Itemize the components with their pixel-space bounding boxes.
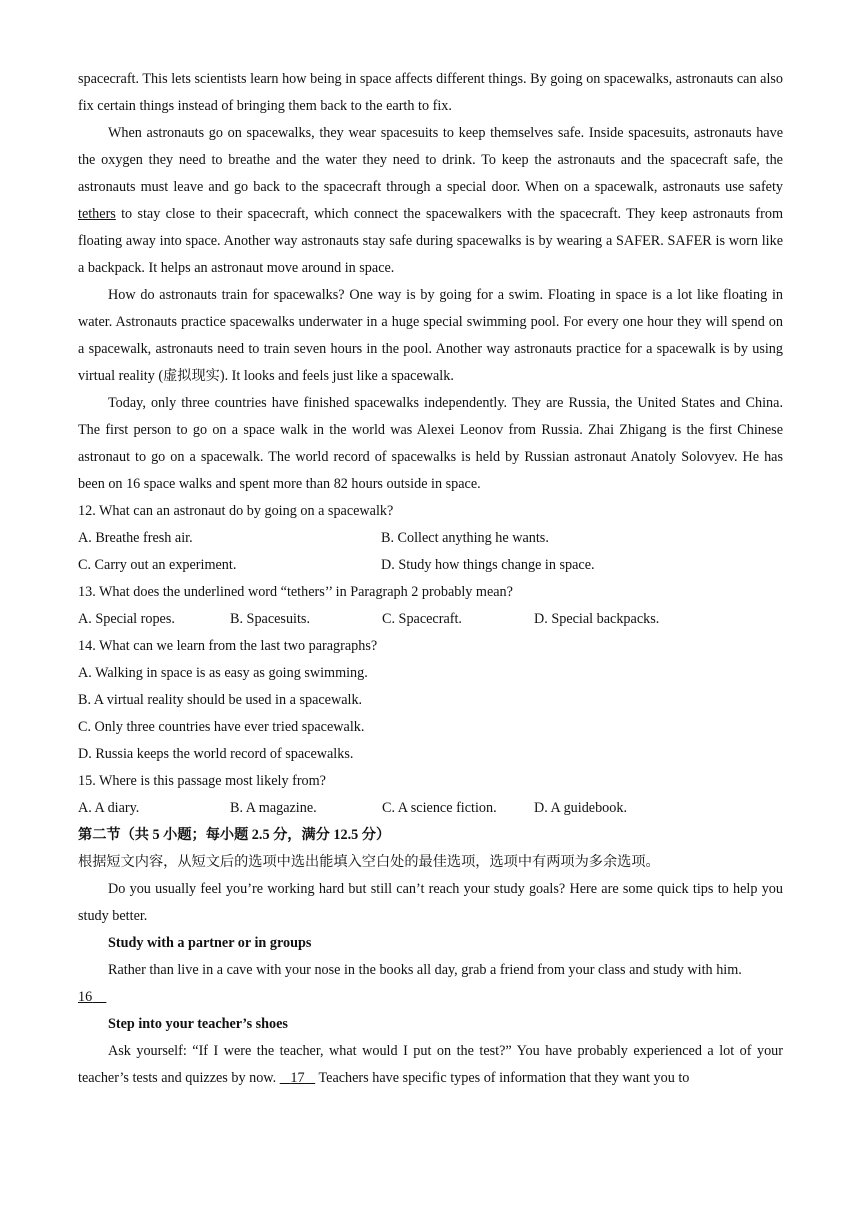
section-2-text-1: Rather than live in a cave with your nose in the books all day, grab a friend from your class and study with him. <box>108 962 742 978</box>
paragraph-3: How do astronauts train for spacewalks? One way is by going for a swim. Floating in space is a lot like floating in water. Astronauts practice spacewalks underwater in a huge special swimming pool. For every one hour they will spend on a spacewalk, astronauts need to train seven hours in the pool. Another way astronauts practice for a spacewalk is by using virtual reality (虚拟现实). It looks and feels just like a spacewalk. <box>78 287 783 384</box>
question-14-option-d: D. Russia keeps the world record of spacewalks. <box>78 746 354 762</box>
paragraph-2 <box>78 120 783 282</box>
question-12-options-row-2 <box>78 552 783 579</box>
question-13-options <box>78 606 783 633</box>
section-2-title: 第二节（共 5 小题；每小题 2.5 分，满分 12.5 分） <box>78 827 391 843</box>
question-15-option-d: D. A guidebook. <box>534 800 628 816</box>
question-13-option-a: A. Special ropes. <box>78 611 175 627</box>
question-13-option-b: B. Spacesuits. <box>230 611 310 627</box>
question-13-stem: 13. What does the underlined word “tethers’’ in Paragraph 2 probably mean? <box>78 584 513 600</box>
question-15-option-b: B. A magazine. <box>230 800 317 816</box>
blank-16: 16 <box>78 989 93 1005</box>
blank-16-line <box>78 984 783 1011</box>
question-12-option-b: B. Collect anything he wants. <box>381 530 549 546</box>
section-2-instruction: 根据短文内容，从短文后的选项中选出能填入空白处的最佳选项，选项中有两项为多余选项。 <box>78 854 660 870</box>
question-15-option-c: C. A science fiction. <box>382 800 497 816</box>
section-2-text-2 <box>78 1038 783 1092</box>
paragraph-4: Today, only three countries have finished spacewalks independently. They are Russia, the United States and China. The first person to go on a space walk in the world was Alexei Leonov from Russia. Zhai Zhigang is the first Chinese astronaut to go on a spacewalk. The world record of spacewalks is held by Russian astronaut Anatoly Solovyev. He has been on 16 space walks and spent more than 82 hours outside in space. <box>78 395 783 492</box>
question-12-option-a: A. Breathe fresh air. <box>78 530 193 546</box>
question-12-options-row-1 <box>78 525 783 552</box>
paragraph-2-part-b: to stay close to their spacecraft, which connect the spacewalkers with the spacecraft. They keep astronauts from floating away into space. Another way astronauts stay safe during spacewalks is by wearing a SAFER. SAFER is worn like a backpack. It helps an astronaut move around in space. <box>78 206 783 276</box>
question-14-stem: 14. What can we learn from the last two paragraphs? <box>78 638 378 654</box>
question-14-option-c: C. Only three countries have ever tried spacewalk. <box>78 719 365 735</box>
question-12-option-c: C. Carry out an experiment. <box>78 557 237 573</box>
question-12-option-d: D. Study how things change in space. <box>381 557 595 573</box>
blank-17: 17 <box>290 1070 305 1086</box>
subheading-study-with-partner: Study with a partner or in groups <box>108 935 312 951</box>
question-15-options <box>78 795 783 822</box>
section-2-intro: Do you usually feel you’re working hard but still can’t reach your study goals? Here are some quick tips to help you study better. <box>78 881 783 924</box>
paragraph-1: spacecraft. This lets scientists learn how being in space affects different things. By going on spacewalks, astronauts can also fix certain things instead of bringing them back to the earth to fix. <box>78 71 783 114</box>
question-15-stem: 15. Where is this passage most likely from? <box>78 773 326 789</box>
question-13-option-d: D. Special backpacks. <box>534 611 660 627</box>
section-2-text-2-part-a: Ask yourself: “If I were the teacher, what would I put on the test?” You have probably experienced a lot of your teacher’s tests and quizzes by now. <box>78 1043 783 1086</box>
question-13-option-c: C. Spacecraft. <box>382 611 462 627</box>
question-15-option-a: A. A diary. <box>78 800 140 816</box>
subheading-teachers-shoes: Step into your teacher’s shoes <box>108 1016 288 1032</box>
paragraph-2-part-a: When astronauts go on spacewalks, they wear spacesuits to keep themselves safe. Inside spacesuits, astronauts have the oxygen they need to breathe and the water they need to drink. To keep the astronauts and the spacecraft safe, the astronauts must leave and go back to the spacecraft through a special door. When on a spacewalk, astronauts use safety <box>78 125 783 195</box>
underlined-word-tethers: tethers <box>78 206 116 222</box>
section-2-text-2-part-b: Teachers have specific types of information that they want you to <box>315 1070 690 1086</box>
question-14-option-b: B. A virtual reality should be used in a spacewalk. <box>78 692 363 708</box>
question-14-option-a: A. Walking in space is as easy as going swimming. <box>78 665 368 681</box>
document-page <box>78 66 783 1092</box>
question-12-stem: 12. What can an astronaut do by going on a spacewalk? <box>78 503 394 519</box>
